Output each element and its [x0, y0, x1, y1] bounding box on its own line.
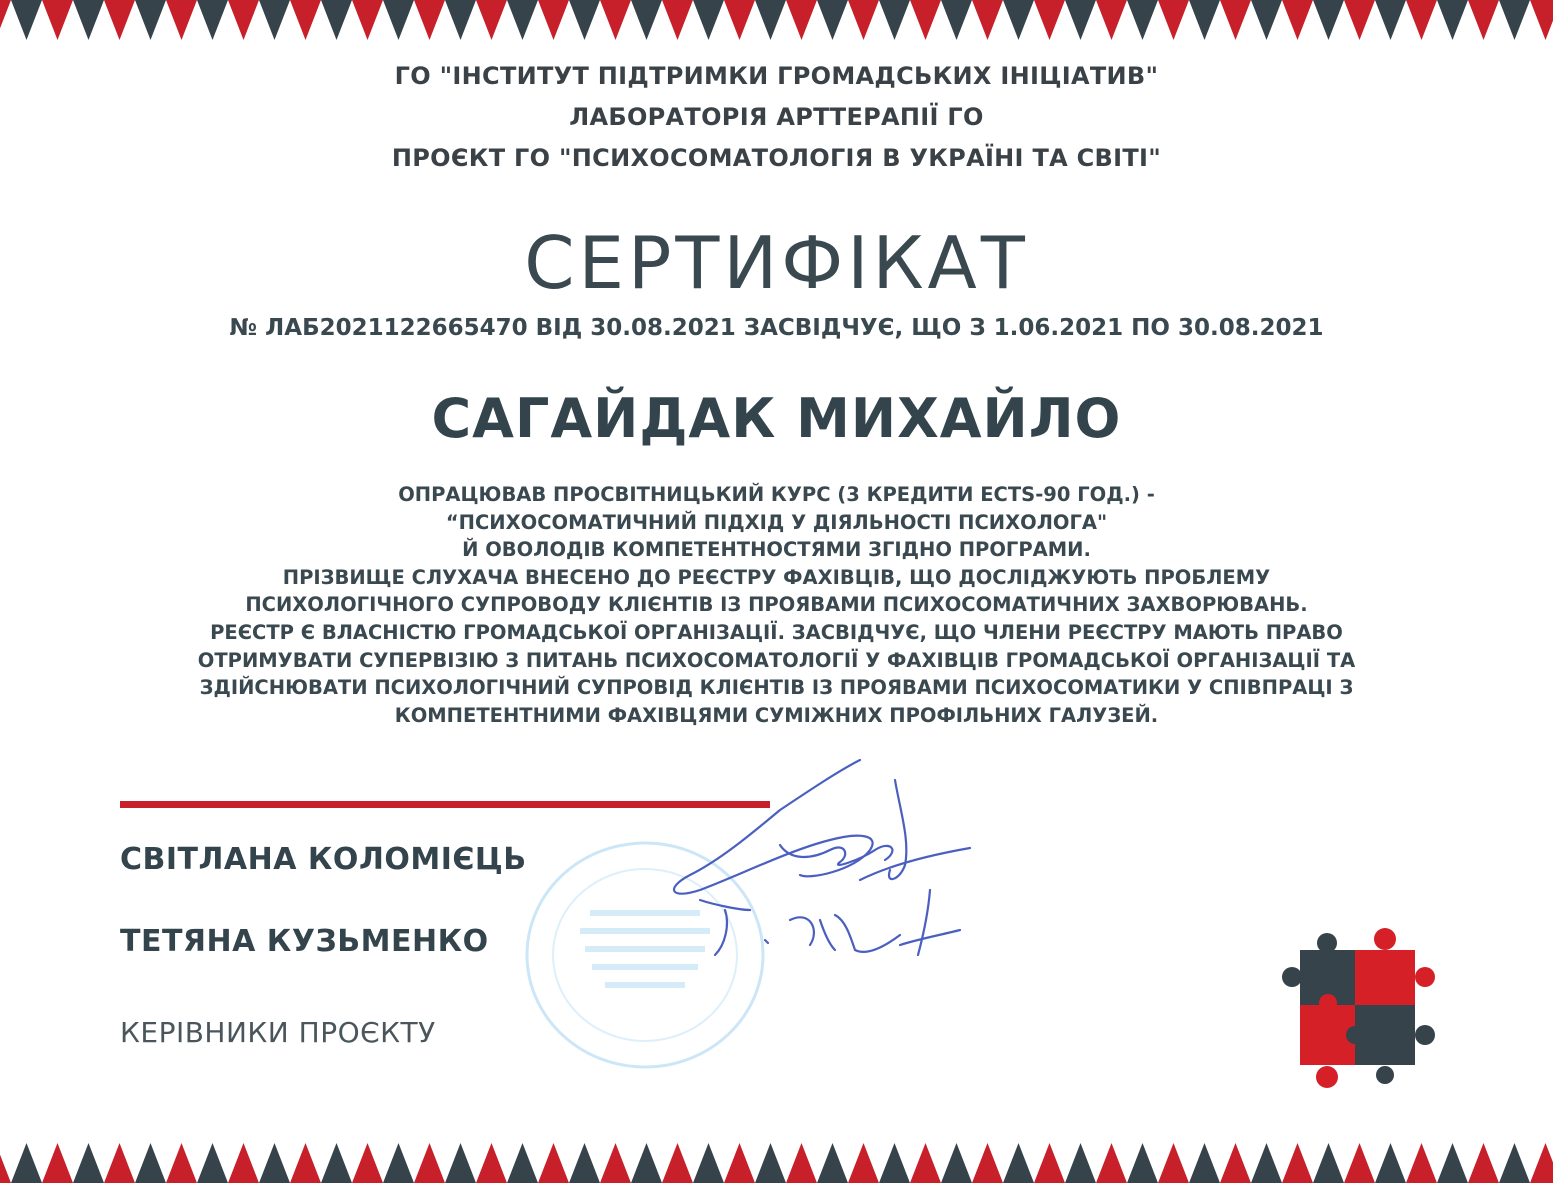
body-line: Й ОВОЛОДІВ КОМПЕТЕНТНОСТЯМИ ЗГІДНО ПРОГРАМИ.: [462, 538, 1091, 562]
body-line: ОПРАЦЮВАВ ПРОСВІТНИЦЬКИЙ КУРС (3 КРЕДИТИ ECTS-90 ГОД.) -: [398, 483, 1155, 506]
top-decorative-border: [0, 0, 1553, 42]
header-organization: ГО "ІНСТИТУТ ПІДТРИМКИ ГРОМАДСЬКИХ ІНІЦІАТИВ": [394, 62, 1159, 90]
bottom-decorative-border: [0, 1141, 1553, 1183]
handwritten-signature-icon: [660, 750, 990, 980]
signer-name-first: СВІТЛАНА КОЛОМІЄЦЬ: [120, 842, 527, 877]
body-line: РЕЄСТР Є ВЛАСНІСТЮ ГРОМАДСЬКОЇ ОРГАНІЗАЦІЇ. ЗАСВІДЧУЄ, ЩО ЧЛЕНИ РЕЄСТРУ МАЮТЬ ПРАВО: [210, 620, 1343, 644]
certificate-number-line: № ЛАБ2021122665470 ВІД 30.08.2021 ЗАСВІДЧУЄ, ЩО З 1.06.2021 ПО 30.08.2021: [229, 315, 1324, 341]
header-project: ПРОЄКТ ГО "ПСИХОСОМАТОЛОГІЯ В УКРАЇНІ ТА СВІТІ": [391, 144, 1162, 172]
certificate-title: СЕРТИФІКАТ: [524, 221, 1029, 305]
body-line: ОТРИМУВАТИ СУПЕРВІЗІЮ З ПИТАНЬ ПСИХОСОМАТОЛОГІЇ У ФАХІВЦІВ ГРОМАДСЬКОЇ ОРГАНІЗАЦІЇ ТА: [197, 648, 1356, 672]
header-laboratory: ЛАБОРАТОРІЯ АРТТЕРАПІЇ ГО: [569, 103, 984, 131]
signers-role: КЕРІВНИКИ ПРОЄКТУ: [120, 1016, 436, 1049]
body-line: КОМПЕТЕНТНИМИ ФАХІВЦЯМИ СУМІЖНИХ ПРОФІЛЬНИХ ГАЛУЗЕЙ.: [394, 703, 1159, 727]
body-line: “ПСИХОСОМАТИЧНИЙ ПІДХІД У ДІЯЛЬНОСТІ ПСИХОЛОГА": [445, 510, 1108, 534]
body-line: ПРІЗВИЩЕ СЛУХАЧА ВНЕСЕНО ДО РЕЄСТРУ ФАХІВЦІВ, ЩО ДОСЛІДЖУЮТЬ ПРОБЛЕМУ: [282, 565, 1271, 589]
signer-name-second: ТЕТЯНА КУЗЬМЕНКО: [120, 924, 489, 959]
certificate-header: [0, 56, 1553, 179]
body-line: ПСИХОЛОГІЧНОГО СУПРОВОДУ КЛІЄНТІВ ІЗ ПРОЯВАМИ ПСИХОСОМАТИЧНИХ ЗАХВОРЮВАНЬ.: [245, 593, 1308, 617]
body-line: ЗДІЙСНЮВАТИ ПСИХОЛОГІЧНИЙ СУПРОВІД КЛІЄНТІВ ІЗ ПРОЯВАМИ ПСИХОСОМАТИКИ У СПІВПРАЦІ З: [199, 676, 1354, 700]
certificate-body-text: [0, 481, 1553, 729]
puzzle-logo-icon: [1272, 925, 1442, 1095]
recipient-name: САГАЙДАК МИХАЙЛО: [431, 387, 1122, 450]
